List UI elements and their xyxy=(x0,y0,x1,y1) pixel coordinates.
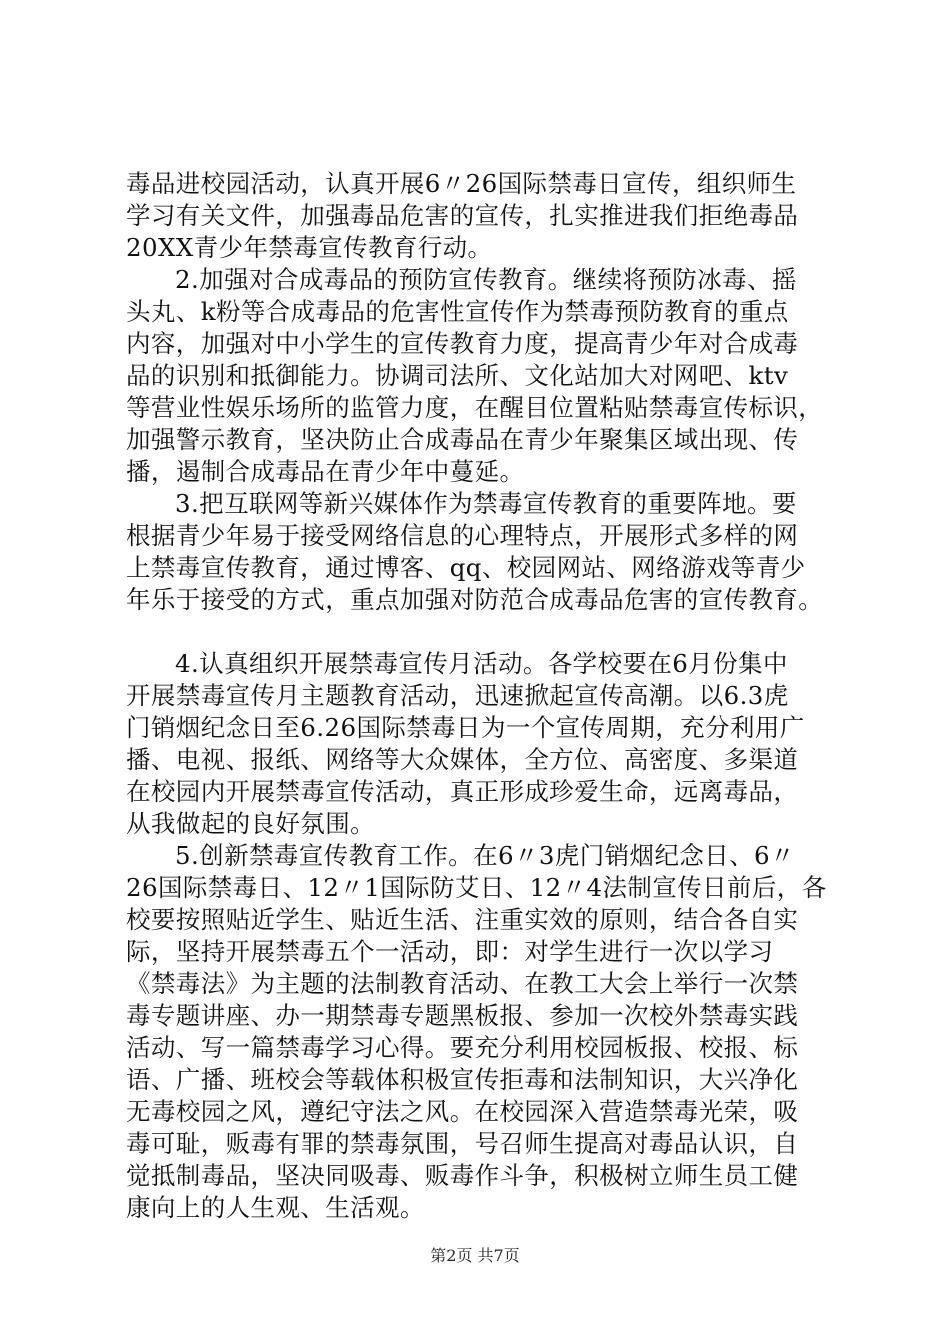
page-number-footer: 第2页 共7页 xyxy=(430,1246,520,1265)
text-line: 品的识别和抵御能力。协调司法所、文化站加大对网吧、ktv xyxy=(126,361,789,390)
text-line: 语、广播、班校会等载体积极宣传拒毒和法制知识，大兴净化 xyxy=(126,1065,799,1094)
text-line: 播、电视、报纸、网络等大众媒体，全方位、高密度、多渠道 xyxy=(126,745,799,774)
text-line: 门销烟纪念日至6.26国际禁毒日为一个宣传周期，充分利用广 xyxy=(126,713,805,742)
text-line: 根据青少年易于接受网络信息的心理特点，开展形式多样的网 xyxy=(126,521,799,550)
text-line: 头丸、k粉等合成毒品的危害性宣传作为禁毒预防教育的重点 xyxy=(126,297,789,326)
text-line: 从我做起的良好氛围。 xyxy=(126,809,375,838)
text-line: 20XX青少年禁毒宣传教育行动。 xyxy=(126,233,493,262)
paragraph-spacer xyxy=(126,616,852,648)
text-line: 2.加强对合成毒品的预防宣传教育。继续将预防冰毒、摇 xyxy=(175,265,797,294)
text-line: 毒品进校园活动，认真开展6〃26国际禁毒日宣传，组织师生 xyxy=(126,169,797,198)
text-line: 际，坚持开展禁毒五个一活动，即：对学生进行一次以学习 xyxy=(126,937,774,966)
text-line: 觉抵制毒品，坚决同吸毒、贩毒作斗争，积极树立师生员工健 xyxy=(126,1161,799,1190)
text-line: 活动、写一篇禁毒学习心得。要充分利用校园板报、校报、标 xyxy=(126,1033,799,1062)
text-line: 26国际禁毒日、12〃1国际防艾日、12〃4法制宣传日前后，各 xyxy=(126,873,827,902)
document-body xyxy=(126,168,852,1224)
text-line: 开展禁毒宣传月主题教育活动，迅速掀起宣传高潮。以6.3虎 xyxy=(126,681,789,710)
paragraph-1 xyxy=(126,168,852,264)
text-line: 无毒校园之风，遵纪守法之风。在校园深入营造禁毒光荣，吸 xyxy=(126,1097,799,1126)
text-line: 《禁毒法》为主题的法制教育活动、在教工大会上举行一次禁 xyxy=(126,969,799,998)
text-line: 毒可耻，贩毒有罪的禁毒氛围，号召师生提高对毒品认识，自 xyxy=(126,1129,799,1158)
paragraph-4 xyxy=(126,648,852,840)
text-line: 3.把互联网等新兴媒体作为禁毒宣传教育的重要阵地。要 xyxy=(175,489,797,518)
text-line: 在校园内开展禁毒宣传活动，真正形成珍爱生命，远离毒品， xyxy=(126,777,799,806)
paragraph-5 xyxy=(126,840,852,1224)
text-line: 校要按照贴近学生、贴近生活、注重实效的原则，结合各自实 xyxy=(126,905,799,934)
text-line: 年乐于接受的方式，重点加强对防范合成毒品危害的宣传教育。 xyxy=(126,585,824,614)
text-line: 加强警示教育，坚决防止合成毒品在青少年聚集区域出现、传 xyxy=(126,425,799,454)
text-line: 播，遏制合成毒品在青少年中蔓延。 xyxy=(126,457,525,486)
paragraph-2 xyxy=(126,264,852,488)
text-line: 内容，加强对中小学生的宣传教育力度，提高青少年对合成毒 xyxy=(126,329,799,358)
text-line: 4.认真组织开展禁毒宣传月活动。各学校要在6月份集中 xyxy=(175,649,788,678)
text-line: 毒专题讲座、办一期禁毒专题黑板报、参加一次校外禁毒实践 xyxy=(126,1001,799,1030)
text-line: 5.创新禁毒宣传教育工作。在6〃3虎门销烟纪念日、6〃 xyxy=(175,841,795,870)
text-line: 康向上的人生观、生活观。 xyxy=(126,1193,425,1222)
text-line: 学习有关文件，加强毒品危害的宣传，扎实推进我们拒绝毒品 xyxy=(126,201,799,230)
paragraph-3 xyxy=(126,488,852,616)
text-line: 上禁毒宣传教育，通过博客、qq、校园网站、网络游戏等青少 xyxy=(126,553,806,582)
text-line: 等营业性娱乐场所的监管力度，在醒目位置粘贴禁毒宣传标识， xyxy=(126,393,824,422)
